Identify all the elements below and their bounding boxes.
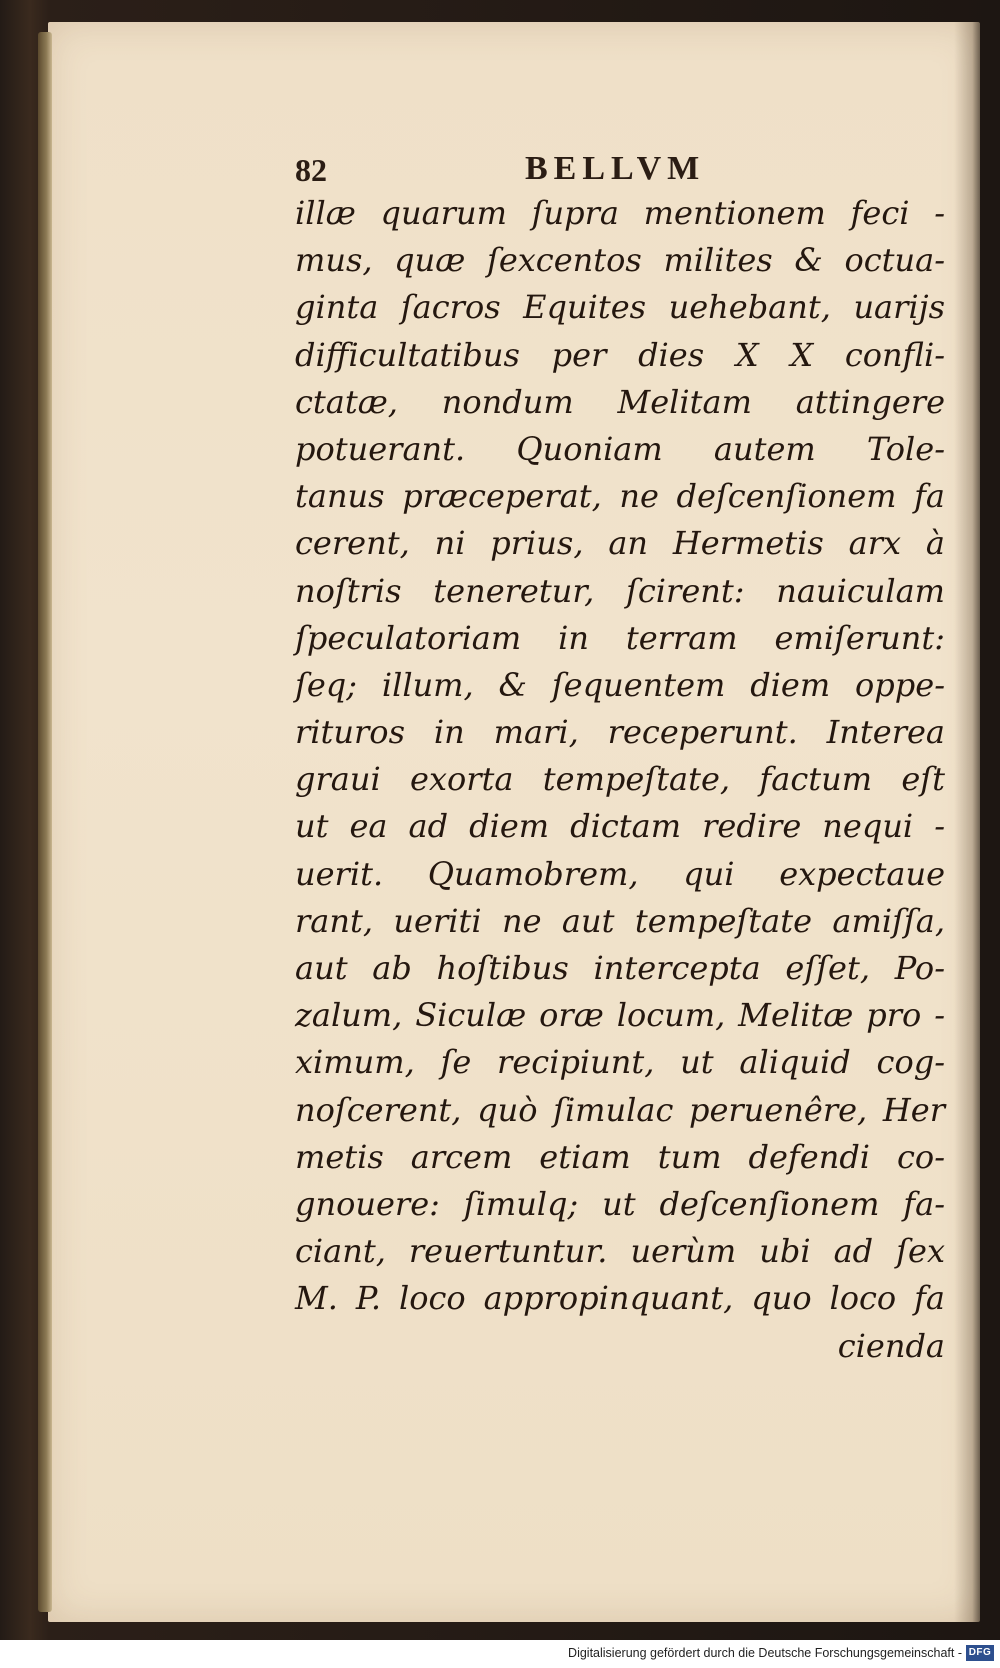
text-line: mus, quæ ſexcentos milites & octua-: [295, 241, 945, 280]
text-line: rituros in mari, receperunt. Interea: [295, 713, 945, 752]
text-line: ciant, reuertuntur. uerùm ubi ad ſex: [295, 1232, 945, 1271]
page-edge-shadow: [954, 22, 980, 1622]
text-line: metis arcem etiam tum defendi co-: [295, 1137, 945, 1176]
text-line: ginta ſacros Equites uehebant, uarijs: [295, 288, 945, 327]
dfg-logo-icon: DFG: [966, 1645, 994, 1661]
text-line: potuerant. Quoniam autem Tole-: [295, 429, 945, 468]
footer-bar: [0, 1640, 1000, 1668]
text-line: difficultatibus per dies X X confli-: [295, 335, 945, 374]
text-line: cerent, ni prius, an Hermetis arx à: [295, 524, 945, 563]
text-line: tanus præceperat, ne deſcenſionem fa: [295, 477, 945, 516]
text-line: ſpeculatoriam in terram emiſerunt:: [295, 618, 945, 657]
text-line: aut ab hoſtibus intercepta eſſet, Po-: [295, 949, 945, 987]
text-line: ut ea ad diem dictam redire nequi -: [295, 807, 945, 846]
text-line: gnouere: ſimulq; ut deſcenſionem fa-: [295, 1184, 945, 1223]
text-line: ſeq; illum, & ſequentem diem oppe-: [295, 665, 945, 704]
text-line: graui exorta tempeſtate, factum eſt: [295, 760, 945, 799]
text-line: ctatæ, nondum Melitam attingere: [295, 382, 945, 421]
catchword: cienda: [837, 1326, 945, 1365]
text-line: illæ quarum ſupra mentionem feci -: [295, 194, 945, 232]
text-line: zalum, Siculæ oræ locum, Melitæ pro -: [295, 996, 945, 1035]
funding-credit: Digitalisierung gefördert durch die Deutsche Forschungsgemeinschaft -: [568, 1646, 962, 1660]
text-line: rant, ueriti ne aut tempeſtate amiſſa,: [295, 901, 945, 940]
page-number: 82: [295, 152, 327, 188]
text-line: uerit. Quamobrem, qui expectaue: [295, 854, 945, 893]
text-line: noſtris teneretur, ſcirent: nauiculam: [295, 571, 945, 610]
text-line: M. P. loco appropinquant, quo loco fa: [295, 1279, 945, 1318]
text-line: ximum, ſe recipiunt, ut aliquid cog-: [295, 1043, 945, 1082]
text-line: noſcerent, quò ſimulac peruenêre, Her: [295, 1090, 945, 1129]
body-text: [295, 190, 945, 1370]
running-head: [295, 150, 935, 194]
running-head-title: BELLVM: [525, 150, 706, 187]
